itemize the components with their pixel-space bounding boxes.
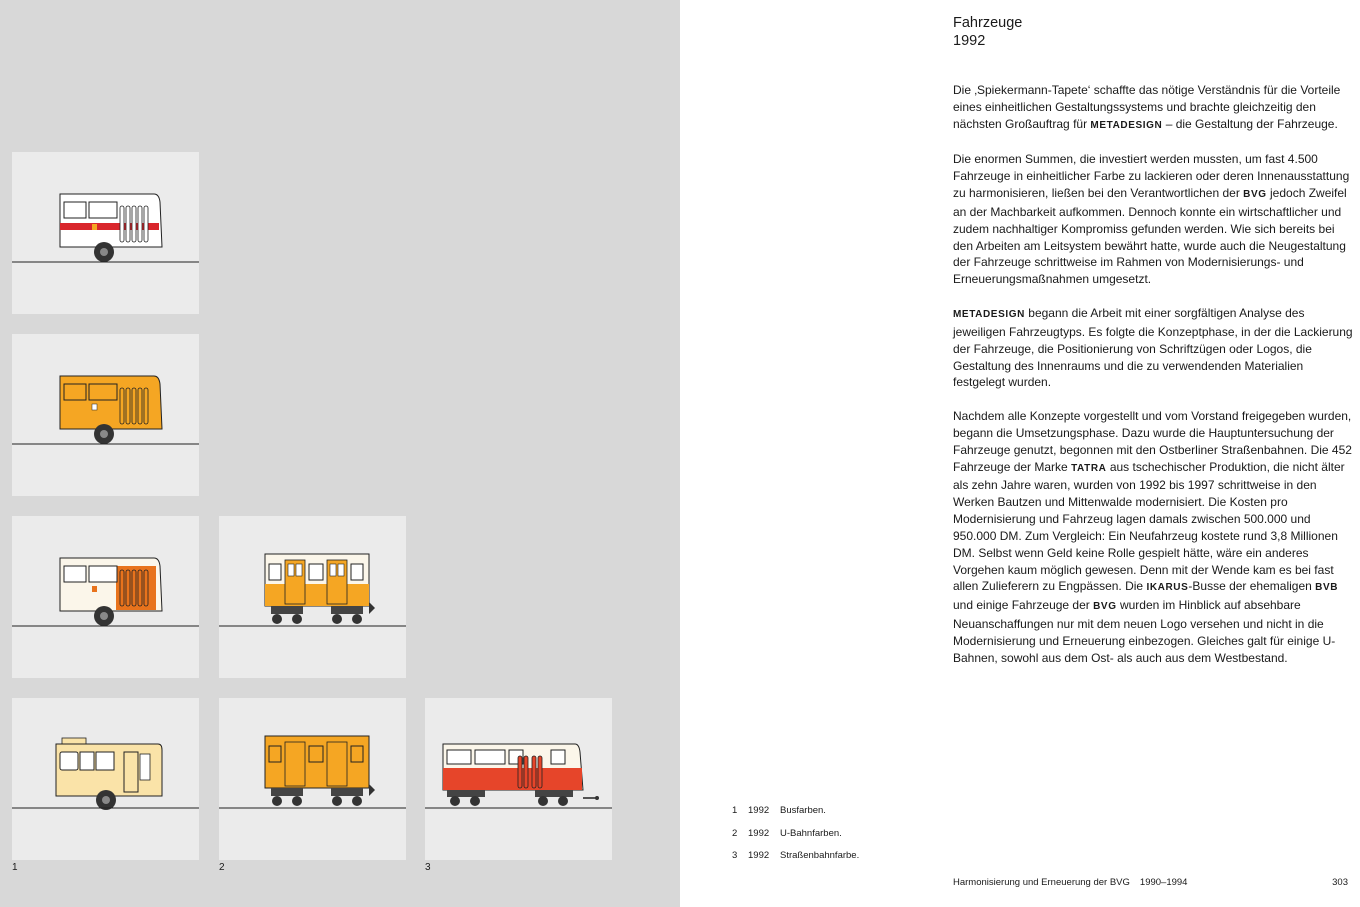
caption-number: 1	[732, 805, 738, 816]
running-title: Harmonisierung und Erneuerung der BVG	[953, 877, 1130, 888]
brand-tatra: TATRA	[1071, 462, 1107, 474]
paragraph-4: Nachdem alle Konzepte vorgestellt und vom Vorstand freigegeben wurden, begann die Umsetzungsphase. Dazu wurde die Hauptuntersuchung der Fahrzeuge genutzt, begonnen mit den Ostberliner Straßenbahnen. Die 452 Fahrzeuge der Marke TATRA aus tschechischer Produktion, die nicht älter als zehn Jahre waren, wurden von 1992 bis 1997 schrittweise in den Werken Bautzen und Mittenwalde modernisiert. Die Kosten pro Modernisierung und Fahrzeug lagen damals zwischen 500.000 und 950.000 DM. Zum Vergleich: Ein Neufahrzeug kostete rund 3,8 Millionen DM. Selbst wenn Geld keine Rolle gespielt hätte, wäre ein anderes Vorgehen kaum möglich gewesen. Denn mit der Wende kam es bei fast allen Zulieferern zu Engpässen. Die IKARUS-Busse der ehemaligen BVB und einige Fahrzeuge der BVG wurden im Hinblick auf absehbare Neuanschaffungen nur mit dem neuen Logo versehen und nicht in die Modernisierung und Erneuerung einbezogen. Gleiches galt für einige U-Bahnen, sowohl aus dem Ost- als auch aus dem Westbestand.	[953, 409, 1352, 665]
brand-bvg: BVG	[1243, 189, 1267, 201]
paragraph-1: Die ‚Spiekermann-Tapete‘ schaffte das nötige Verständnis für die Vorteile eines einheitlichen Gestaltungssystems und brachte gleichzeitig den nächsten Großauftrag für METADESIGN – die Gestaltung der Fahrzeuge.	[953, 83, 1341, 131]
brand-bvb: BVB	[1315, 582, 1339, 594]
running-years: 1990–1994	[1139, 877, 1188, 888]
right-page	[680, 0, 1360, 907]
title-line-1: Fahrzeuge	[953, 15, 1023, 31]
figure-number-1: 1	[12, 862, 18, 873]
article-title	[953, 14, 1022, 50]
illustration-ubahn-white-yellow	[219, 516, 406, 678]
brand-metadesign: METADESIGN	[953, 308, 1025, 320]
illustration-ubahn-yellow	[219, 698, 406, 860]
caption-text: Busfarben.	[780, 805, 826, 816]
paragraph-2: Die enormen Summen, die investiert werden mussten, um fast 4.500 Fahrzeuge in einheitlicher Farbe zu lackieren oder deren Innenausstattung zu harmonisieren, ließen bei den Verantwortlichen der BVG jedoch Zweifel an der Machbarkeit aufkommen. Dennoch konnte ein wirtschaftlicher und zudem nachhaltiger Kompromiss gefunden werden. Wie sich bereits bei den Arbeiten am Leitsystem bewährt hatte, wurde auch die Neugestaltung der Fahrzeuge schrittweise im Rahmen von Modernisierungs- und Erneuerungsmaßnahmen umgesetzt.	[953, 152, 1350, 287]
running-footer	[953, 877, 1187, 888]
caption-row	[732, 828, 859, 851]
caption-number: 3	[732, 850, 738, 861]
caption-number: 2	[732, 827, 738, 839]
caption-text: Straßenbahnfarbe.	[780, 850, 860, 861]
illustration-bus-yellow	[12, 334, 199, 496]
title-line-2: 1992	[953, 33, 986, 49]
illustration-bus-white-orange	[12, 516, 199, 678]
caption-row	[732, 805, 859, 828]
illustration-bus-cream	[12, 698, 199, 860]
figure-number-2: 2	[219, 862, 225, 873]
article-body	[953, 82, 1353, 684]
illustration-tram-red-white	[425, 698, 612, 860]
figure-captions	[732, 805, 859, 873]
brand-bvg: BVG	[1093, 601, 1117, 613]
caption-year: 1992	[748, 827, 770, 839]
caption-year: 1992	[748, 805, 770, 816]
figure-number-3: 3	[425, 862, 431, 873]
paragraph-3: METADESIGN begann die Arbeit mit einer sorgfältigen Analyse des jeweiligen Fahrzeugtyps. Es folgte die Konzeptphase, in der die Lackierung der Fahrzeuge, die Positionierung von Schriftzügen oder Logos, die Gestaltung des Innenraums und die zu verwendenden Materialien festgelegt wurden.	[953, 305, 1353, 390]
page-number: 303	[1332, 877, 1348, 888]
caption-year: 1992	[748, 850, 770, 861]
brand-metadesign: METADESIGN	[1090, 119, 1163, 131]
brand-ikarus: IKARUS	[1146, 582, 1189, 594]
illustration-bus-white-red	[12, 152, 199, 314]
caption-text: U-Bahnfarben.	[780, 827, 842, 839]
caption-row	[732, 850, 859, 873]
